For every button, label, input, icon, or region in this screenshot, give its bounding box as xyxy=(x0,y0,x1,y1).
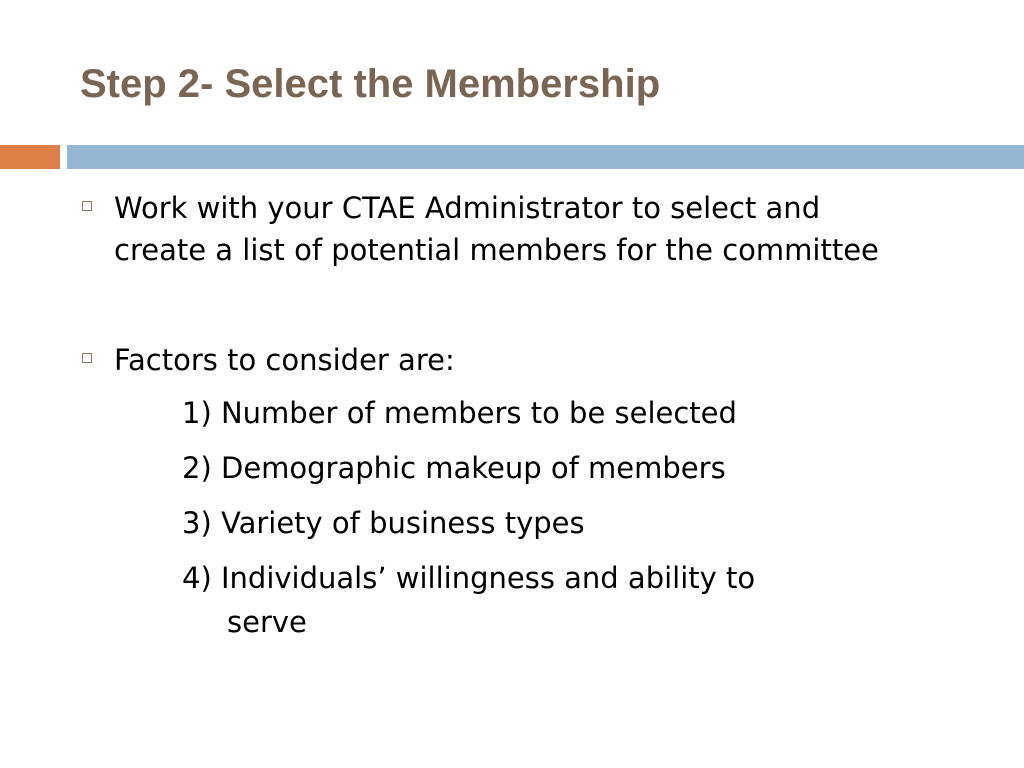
slide-title: Step 2- Select the Membership xyxy=(80,62,661,106)
square-bullet-icon xyxy=(82,201,92,211)
bullet-text xyxy=(114,187,879,271)
square-bullet-icon xyxy=(82,353,92,363)
sub-item-4-continuation: serve xyxy=(227,605,307,639)
accent-bar-blue xyxy=(67,145,1024,169)
sub-item-1: 1) Number of members to be selected xyxy=(182,396,737,430)
sub-item-3: 3) Variety of business types xyxy=(182,506,585,540)
bullet-line: create a list of potential members for the committee xyxy=(114,233,879,267)
bullet-line: Factors to consider are: xyxy=(114,343,455,377)
sub-item-2: 2) Demographic makeup of members xyxy=(182,451,726,485)
bullet-item-1 xyxy=(82,187,879,271)
bullet-text xyxy=(114,339,455,381)
bullet-line: Work with your CTAE Administrator to select and xyxy=(114,191,821,225)
bullet-item-2 xyxy=(82,339,455,381)
accent-bar-orange xyxy=(0,145,60,169)
sub-item-4: 4) Individuals’ willingness and ability to xyxy=(182,561,756,595)
